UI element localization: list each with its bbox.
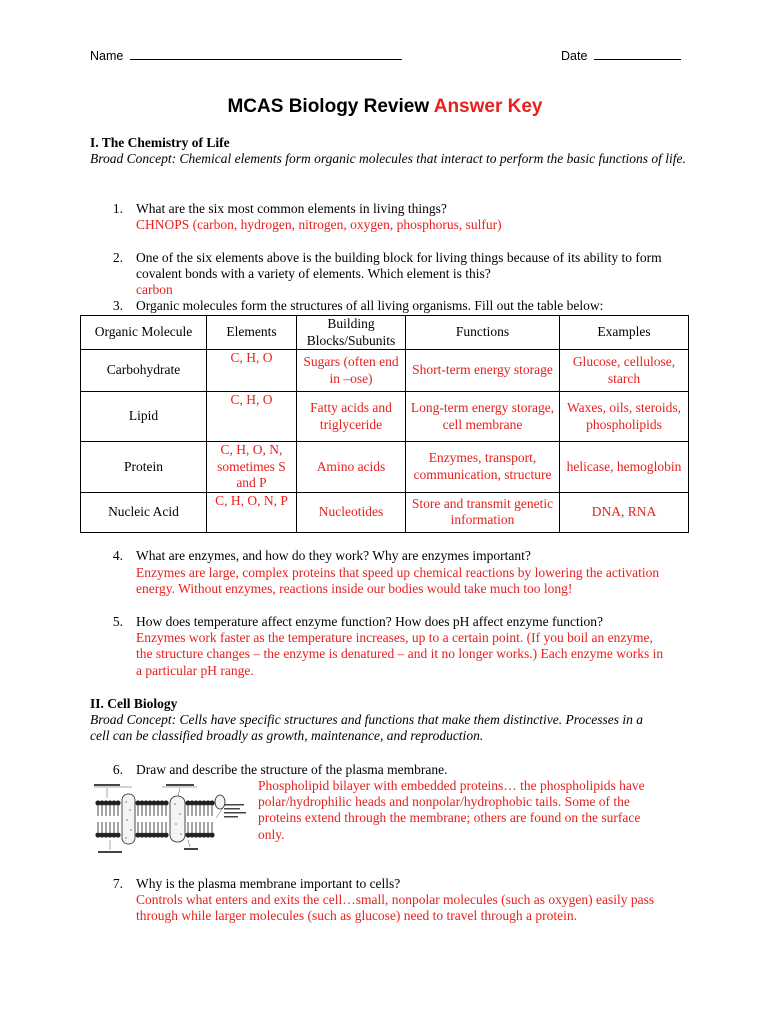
q1-question: What are the six most common elements in living things? bbox=[136, 201, 447, 216]
blocks-cell: Fatty acids and triglyceride bbox=[297, 392, 406, 442]
table-row bbox=[81, 492, 689, 532]
q6-number: 6. bbox=[112, 762, 123, 777]
molecule-cell: Lipid bbox=[81, 392, 207, 442]
q4-question: What are enzymes, and how do they work? Why are enzymes important? bbox=[136, 548, 531, 563]
q5-question: How does temperature affect enzyme function? How does pH affect enzyme function? bbox=[136, 614, 603, 629]
name-field bbox=[90, 47, 402, 63]
plasma-membrane-diagram bbox=[92, 780, 256, 858]
functions-cell: Enzymes, transport, communication, structure bbox=[406, 442, 560, 493]
title-main: MCAS Biology Review bbox=[227, 96, 430, 117]
q2-question-line2: covalent bonds with a variety of elements. Which element is this? bbox=[136, 266, 491, 281]
q7-answer-line2: through while larger molecules (such as glucose) need to travel through a protein. bbox=[136, 908, 577, 923]
q5-answer-line2: the structure changes – the enzyme is denatured – and it no longer works.) Each enzyme works in bbox=[136, 646, 664, 661]
examples-cell: Glucose, cellulose, starch bbox=[560, 350, 689, 392]
elements-cell: C, H, O bbox=[207, 392, 297, 442]
q6-question: Draw and describe the structure of the plasma membrane. bbox=[136, 762, 448, 777]
q6-answer-line1: Phospholipid bilayer with embedded proteins… the phospholipids have bbox=[258, 778, 645, 793]
section1-concept: Broad Concept: Chemical elements form organic molecules that interact to perform the basic functions of life. bbox=[90, 151, 686, 166]
q4-number: 4. bbox=[112, 548, 123, 563]
q7-question: Why is the plasma membrane important to cells? bbox=[136, 876, 401, 891]
q4-answer-line2: energy. Without enzymes, reactions inside our bodies would take much too long! bbox=[136, 581, 573, 596]
table-row bbox=[81, 350, 689, 392]
table-header-cell: Functions bbox=[406, 316, 560, 350]
examples-cell: DNA, RNA bbox=[560, 492, 689, 532]
section2-concept-line2: cell can be classified broadly as growth, maintenance, and reproduction. bbox=[90, 728, 484, 743]
table-header-row bbox=[81, 316, 689, 350]
molecule-cell: Nucleic Acid bbox=[81, 492, 207, 532]
organic-molecule-table bbox=[80, 315, 689, 533]
blocks-cell: Nucleotides bbox=[297, 492, 406, 532]
molecule-cell: Protein bbox=[81, 442, 207, 493]
q7-answer-line1: Controls what enters and exits the cell…small, nonpolar molecules (such as oxygen) easily pass bbox=[136, 892, 655, 907]
q1-answer: CHNOPS (carbon, hydrogen, nitrogen, oxygen, phosphorus, sulfur) bbox=[136, 217, 502, 232]
functions-cell: Store and transmit genetic information bbox=[406, 492, 560, 532]
page-title bbox=[0, 96, 770, 118]
section1-heading: I. The Chemistry of Life bbox=[90, 135, 230, 150]
q4-answer-line1: Enzymes are large, complex proteins that speed up chemical reactions by lowering the activation bbox=[136, 565, 660, 580]
elements-cell: C, H, O bbox=[207, 350, 297, 392]
q3-number: 3. bbox=[112, 298, 123, 313]
q5-answer-line3: a particular pH range. bbox=[136, 663, 254, 678]
table-header-cell: Organic Molecule bbox=[81, 316, 207, 350]
section2-concept-line1: Broad Concept: Cells have specific structures and functions that make them distinctive. Processes in a bbox=[90, 712, 644, 727]
table-row bbox=[81, 442, 689, 493]
examples-cell: helicase, hemoglobin bbox=[560, 442, 689, 493]
examples-cell: Waxes, oils, steroids, phospholipids bbox=[560, 392, 689, 442]
q2-answer: carbon bbox=[136, 282, 173, 297]
q3-question: Organic molecules form the structures of all living organisms. Fill out the table below: bbox=[136, 298, 604, 313]
molecule-cell: Carbohydrate bbox=[81, 350, 207, 392]
q2-question-line1: One of the six elements above is the building block for living things because of its ability to form bbox=[136, 250, 662, 265]
q5-answer-line1: Enzymes work faster as the temperature increases, up to a certain point. (If you boil an enzyme, bbox=[136, 630, 653, 645]
q6-answer-line3: proteins extend through the membrane; others are found on the surface bbox=[258, 810, 641, 825]
elements-cell: C, H, O, N, P bbox=[207, 492, 297, 532]
table-row bbox=[81, 392, 689, 442]
q5-number: 5. bbox=[112, 614, 123, 629]
name-blank-line bbox=[130, 47, 402, 60]
table-header-cell: Examples bbox=[560, 316, 689, 350]
date-blank-line bbox=[594, 47, 681, 60]
functions-cell: Long-term energy storage, cell membrane bbox=[406, 392, 560, 442]
title-answer-key: Answer Key bbox=[433, 96, 543, 117]
q1-number: 1. bbox=[112, 201, 123, 216]
q6-answer-line4: only. bbox=[258, 827, 285, 842]
section2-heading: II. Cell Biology bbox=[90, 696, 178, 711]
date-field bbox=[561, 47, 681, 63]
name-label: Name bbox=[90, 49, 124, 63]
table-header-cell: Building Blocks/Subunits bbox=[297, 316, 406, 350]
table-header-cell: Elements bbox=[207, 316, 297, 350]
blocks-cell: Amino acids bbox=[297, 442, 406, 493]
functions-cell: Short-term energy storage bbox=[406, 350, 560, 392]
blocks-cell: Sugars (often end in –ose) bbox=[297, 350, 406, 392]
q6-answer-line2: polar/hydrophilic heads and nonpolar/hydrophobic tails. Some of the bbox=[258, 794, 630, 809]
q7-number: 7. bbox=[112, 876, 123, 891]
elements-cell: C, H, O, N, sometimes S and P bbox=[207, 442, 297, 493]
q2-number: 2. bbox=[112, 250, 123, 265]
date-label: Date bbox=[561, 49, 588, 63]
